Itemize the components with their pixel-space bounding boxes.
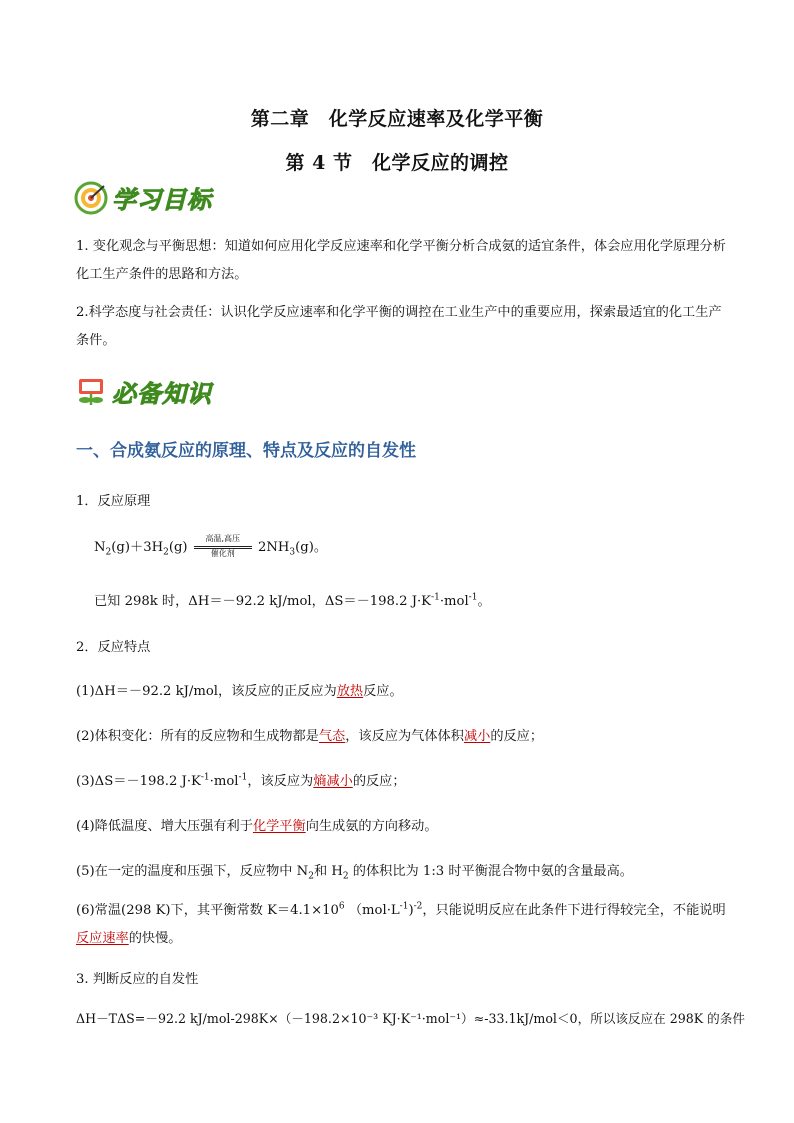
- target-icon: [74, 181, 108, 215]
- reaction-equation: $N_2(g)+3H_2(g)$ 高温,高压 催化剂 $2NH_3(g)$。: [94, 534, 328, 558]
- section-heading: 一、合成氨反应的原理、特点及反应的自发性: [76, 441, 416, 461]
- feature-6: (6)常温(298 K)下，其平衡常数 $K=4.1\times 10^6$ $(mol\cdot L^{-1})^{-2}$，只能说明反应在此条件下进行得较完全，不能说明反应速率的快慢。: [76, 901, 726, 946]
- arrow-condition-top: 高温,高压: [205, 534, 241, 543]
- book-plant-icon: [74, 375, 108, 409]
- feature-2: (2)体积变化：所有的反应物和生成物都是气态，该反应为气体体积减小的反应；: [76, 729, 544, 744]
- section-title: 第 4 节 化学反应的调控: [285, 152, 509, 174]
- known-data: 已知 298k 时，ΔH＝－92.2 kJ/mol，ΔS＝－198.2 $J\cdot K^{-1}\cdot mol^{-1}$。: [94, 592, 491, 609]
- known-values: ΔH＝－92.2 kJ/mol，ΔS＝－198.2 J·K: [188, 594, 432, 609]
- spontaneity-calculation: ΔH－TΔS=－92.2 kJ/mol-298K×（－198.2×10⁻³ KJ·K⁻¹·mol⁻¹）≈-33.1kJ/mol＜0，所以该反应在 298K 的条件: [76, 1011, 745, 1026]
- feature-3: (3)ΔS＝－198.2 $J\cdot K^{-1}\cdot mol^{-1}$，该反应为熵减小的反应；: [76, 772, 406, 789]
- arrow-condition-bottom: 催化剂: [210, 549, 235, 558]
- blank-gaseous: 气态: [318, 729, 346, 744]
- blank-entropy: 熵减小: [313, 774, 353, 789]
- blank-equilibrium: 化学平衡: [252, 819, 306, 834]
- known-prefix: 已知 298k 时，: [94, 594, 189, 609]
- feature-1: (1)ΔH＝－92.2 kJ/mol，该反应的正反应为放热反应。: [76, 684, 403, 699]
- blank-exothermic: 放热: [336, 684, 364, 699]
- equilibrium-arrow: [194, 534, 252, 560]
- knowledge-badge: [74, 374, 212, 409]
- feature-4: (4)降低温度、增大压强有利于化学平衡向生成氨的方向移动。: [76, 819, 438, 834]
- subheading-2: 2．反应特点: [76, 640, 151, 655]
- goal-item-2: 2.科学态度与社会责任：认识化学反应速率和化学平衡的调控在工业生产中的重要应用，探索最适宜的化工生产条件。: [76, 305, 722, 348]
- feature-5: (5)在一定的温度和压强下，反应物中 $N_2$和 $H_2$ 的体积比为 1:3 时平衡混合物中氨的含量最高。: [76, 864, 633, 882]
- subheading-1: 1．反应原理: [76, 494, 151, 509]
- blank-rate: 反应速率: [76, 931, 129, 946]
- chapter-title: 第二章 化学反应速率及化学平衡: [250, 108, 544, 130]
- subheading-3: 3. 判断反应的自发性: [76, 972, 199, 987]
- goals-badge-text: 学习目标: [112, 186, 212, 214]
- goals-badge: [74, 180, 212, 215]
- goal-item-1: 1. 变化观念与平衡思想：知道如何应用化学反应速率和化学平衡分析合成氨的适宜条件，体会应用化学原理分析化工生产条件的思路和方法。: [76, 239, 726, 282]
- knowledge-badge-text: 必备知识: [112, 380, 212, 408]
- blank-decrease: 减小: [463, 729, 491, 744]
